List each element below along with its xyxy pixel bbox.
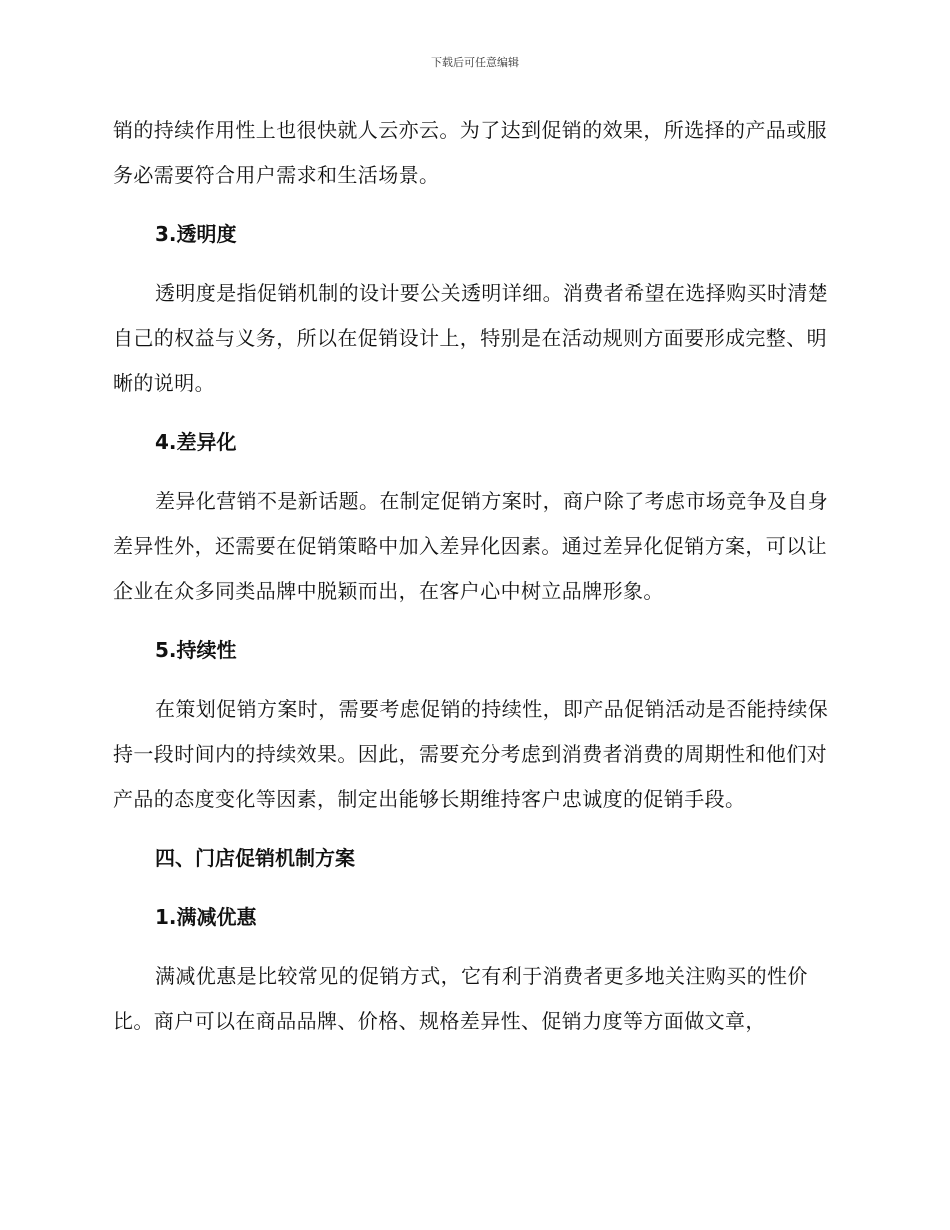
heading-store-promotion: 四、门店促销机制方案 xyxy=(155,846,355,870)
paragraph-full-reduction: 满减优惠是比较常见的促销方式，它有利于消费者更多地关注购买的性价比。商户可以在商品品牌、价格、规格差异性、促销力度等方面做文章， xyxy=(113,964,808,1033)
document-body xyxy=(113,108,833,1058)
paragraph-sustainability: 在策划促销方案时，需要考虑促销的持续性，即产品促销活动是否能持续保持一段时间内的持续效果。因此，需要充分考虑到消费者消费的周期性和他们对产品的态度变化等因素，制定出能够长期维持客户忠诚度的促销手段。 xyxy=(113,697,829,811)
heading-differentiation: 4.差异化 xyxy=(155,430,237,454)
heading-transparency: 3.透明度 xyxy=(155,222,237,246)
heading-sustainability: 5.持续性 xyxy=(155,638,237,662)
page-header: 下载后可任意编辑 xyxy=(431,56,519,69)
paragraph-transparency: 透明度是指促销机制的设计要公关透明详细。消费者希望在选择购买时清楚自己的权益与义务，所以在促销设计上，特别是在活动规则方面要形成完整、明晰的说明。 xyxy=(113,281,829,395)
paragraph-continuation: 销的持续作用性上也很快就人云亦云。为了达到促销的效果，所选择的产品或服务必需要符合用户需求和生活场景。 xyxy=(113,118,827,187)
paragraph-differentiation: 差异化营销不是新话题。在制定促销方案时，商户除了考虑市场竞争及自身差异性外，还需要在促销策略中加入差异化因素。通过差异化促销方案，可以让企业在众多同类品牌中脱颖而出，在客户心中树立品牌形象。 xyxy=(113,489,829,603)
heading-full-reduction: 1.满减优惠 xyxy=(155,905,257,929)
